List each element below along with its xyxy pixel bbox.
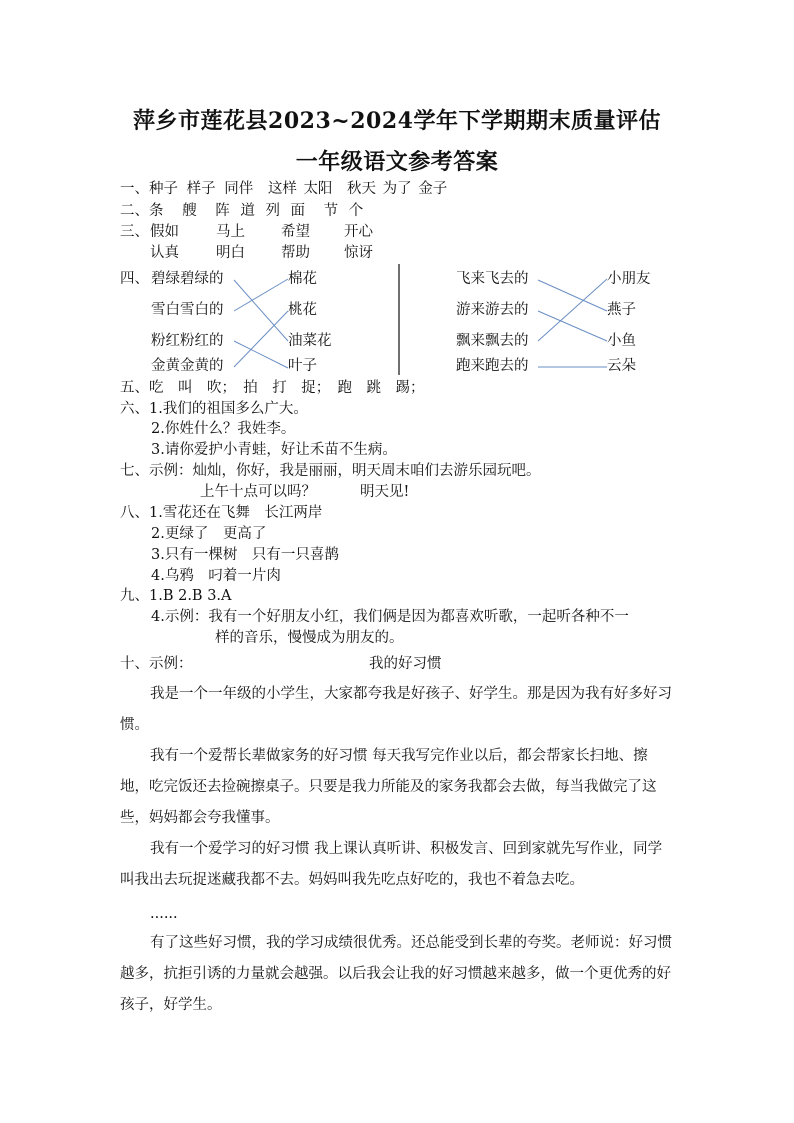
q4-connector-line — [538, 311, 607, 341]
q3-word: 认真 — [150, 245, 179, 261]
q4-right-item: 飞来飞去的 — [456, 271, 529, 287]
q1-word: 金子 — [418, 181, 448, 197]
q3-word: 假如 — [150, 224, 179, 240]
essay-paragraph: 有了这些好习惯，我的学习成绩很优秀。还总能受到长辈的夸奖。老师说：好习惯越多，抗拒引诱的力量就会越强。以后我会让我的好习惯越来越多，做一个更优秀的好孩子，好学生。 — [120, 935, 672, 1013]
q7-line2b: 明天见! — [360, 484, 410, 500]
q9-row — [120, 586, 232, 606]
q5-row — [120, 378, 425, 398]
q1-word: 同伴 — [224, 181, 254, 197]
q6-item: 2.你姓什么？我姓李。 — [151, 421, 296, 437]
q3-word: 希望 — [281, 224, 310, 240]
q4-left-target: 油菜花 — [288, 333, 332, 349]
q3-word: 帮助 — [281, 245, 310, 261]
q2-word: 道 — [240, 203, 255, 219]
q4-connector-line — [538, 279, 607, 341]
q8-item: 3.只有一棵树 只有一只喜鹊 — [151, 547, 339, 563]
q4-right-item: 跑来跑去的 — [456, 358, 529, 374]
q3-word: 惊讶 — [344, 245, 373, 261]
q6-label: 六、 — [120, 401, 149, 417]
q1-word: 秋天 — [347, 181, 377, 197]
q4-left-target: 叶子 — [288, 358, 317, 374]
essay-title: 我的好习惯 — [369, 656, 442, 672]
q1-word: 为了 — [382, 181, 412, 197]
q4-right-target: 燕子 — [607, 302, 636, 318]
q1-word: 样子 — [186, 181, 216, 197]
q4-connector-line — [234, 341, 288, 368]
q4-connector-line — [234, 279, 288, 311]
q8-item: 2.更绿了 更高了 — [151, 526, 267, 542]
q7-line1: 示例：灿灿，你好，我是丽丽，明天周末咱们去游乐园玩吧。 — [149, 463, 541, 479]
q2-word: 个 — [348, 203, 364, 219]
q1-word: 太阳 — [303, 181, 333, 197]
q9-label: 九、 — [120, 588, 149, 604]
q4-left-item: 粉红粉红的 — [151, 333, 224, 349]
q8-item: 4.乌鸦 叼着一片肉 — [151, 568, 281, 584]
q4-left-target: 桃花 — [288, 302, 317, 318]
q2-word: 面 — [290, 203, 306, 219]
q4-right-item: 飘来飘去的 — [456, 333, 529, 349]
q1-word: 这样 — [267, 181, 297, 197]
q3-word: 明白 — [216, 245, 245, 261]
essay-paragraph: 我有一个爱帮长辈做家务的好习惯 每天我写完作业以后，都会帮家长扫地、擦地，吃完饭还去捡碗擦桌子。只要是我力所能及的家务我都会去做，每当我做完了这些，妈妈都会夸我懂事。 — [120, 748, 657, 826]
title-line-2: 一年级语文参考答案 — [295, 149, 499, 175]
q9-line2: 4.示例：我有一个好朋友小红，我们俩是因为都喜欢听歌，一起听各种不一 — [151, 609, 629, 625]
title-line-1: 萍乡市莲花县2023~2024学年下学期期末质量评估 — [133, 108, 661, 134]
q4-right-target: 小朋友 — [607, 271, 651, 287]
q8-row — [120, 503, 322, 523]
q4-right-item: 游来游去的 — [456, 302, 529, 318]
q4-connector-line — [234, 311, 288, 367]
q9-line1: 1.B 2.B 3.A — [149, 588, 232, 604]
q2-word: 节 — [323, 203, 339, 219]
q5-label: 五、 — [120, 380, 149, 396]
q2-label: 二、 — [120, 203, 149, 219]
q1-word: 种子 — [149, 181, 178, 197]
essay-paragraph: 我有一个爱学习的好习惯 我上课认真听讲、积极发言、回到家就先写作业，同学叫我出去玩捉迷藏我都不去。妈妈叫我先吃点好吃的，我也不着急去吃。 — [120, 841, 663, 888]
q8-label: 八、 — [120, 505, 149, 521]
q4-left-item: 碧绿碧绿的 — [151, 271, 224, 287]
essay-paragraph: 我是一个一年级的小学生，大家都夸我是好孩子、好学生。那是因为我有好多好习惯。 — [120, 686, 672, 733]
q9-line3: 样的音乐，慢慢成为朋友的。 — [215, 630, 404, 646]
q4-label: 四、 — [120, 271, 149, 287]
q4-connector-line — [234, 280, 288, 341]
q10-label: 十、示例： — [120, 656, 193, 672]
q8-item: 1.雪花还在飞舞 长江两岸 — [149, 505, 323, 521]
q6-row — [120, 399, 308, 419]
q2-word: 阵 — [215, 203, 230, 219]
q5-text: 吃 叫 吹； 拍 打 捉； 跑 跳 踢； — [149, 380, 425, 396]
q7-line2a: 上午十点可以吗？ — [200, 484, 316, 500]
q6-item: 1.我们的祖国多么广大。 — [149, 401, 308, 417]
q1-label: 一、 — [120, 181, 149, 197]
q7-label: 七、 — [120, 463, 149, 479]
q1-row — [120, 179, 447, 199]
q2-word: 艘 — [182, 203, 197, 219]
q2-word: 条 — [149, 203, 164, 219]
q4-right-target: 小鱼 — [607, 333, 636, 349]
q4-left-item: 金黄金黄的 — [151, 358, 224, 374]
q4-right-target: 云朵 — [607, 358, 636, 374]
q3-word: 开心 — [344, 224, 373, 240]
q6-item: 3.请你爱护小青蛙，好让禾苗不生病。 — [151, 442, 397, 458]
q4-left-target: 棉花 — [288, 271, 317, 287]
q3-word: 马上 — [216, 224, 245, 240]
q4-left-item: 雪白雪白的 — [151, 302, 224, 318]
q2-row — [120, 201, 363, 221]
q7-row — [120, 461, 541, 481]
q2-word: 列 — [265, 203, 280, 219]
q4-connector-line — [538, 280, 607, 311]
essay-ellipsis: ...... — [150, 906, 178, 922]
q3-label: 三、 — [120, 224, 149, 240]
